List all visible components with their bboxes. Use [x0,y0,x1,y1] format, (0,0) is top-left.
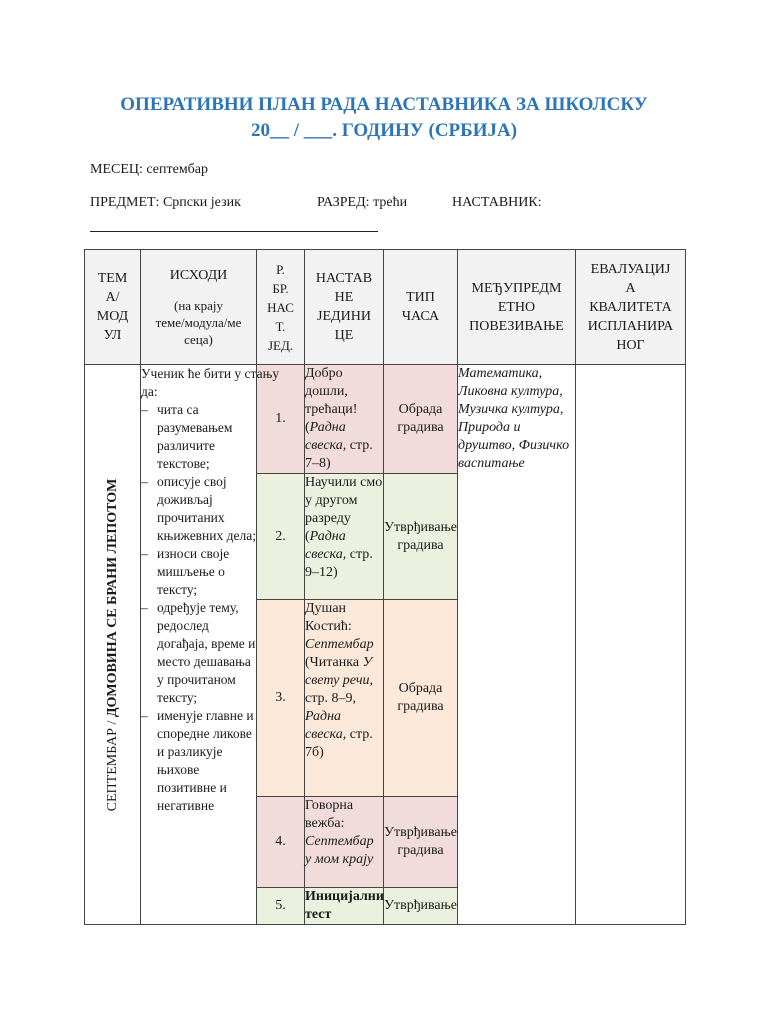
tema-title: ДОМОВИНА СЕ БРАНИ ЛЕПОТОМ [104,478,120,717]
month-line [90,162,208,178]
header-line: ТИП [406,290,435,305]
header-povezivanje [458,250,576,365]
lesson-row [85,365,686,474]
lesson-number: 1. [257,365,305,474]
header-line: ЕВАЛУАЦИЈ [590,261,671,277]
lesson-title-part: Септембар у мом крају [305,834,374,867]
lesson-title-part: Иницијални тест [305,889,384,922]
header-line: НАС [267,299,294,315]
header-line: ЈЕД. [267,337,294,353]
header-tema [85,250,141,365]
ishod-item: – описује свој доживљај прочитаних књижевних дела; [141,473,256,545]
header-line: Т. [275,318,286,334]
povezivanje-cell: Математика, Ликовна култура, Музичка култура, Природа и друштво, Физичко васпитање [458,365,576,925]
header-line: А [625,280,636,296]
tema-label [105,478,121,811]
lesson-title-part: Радна свеска, [305,529,347,562]
lesson-title [305,365,384,474]
lesson-title-part: Радна свеска, [305,420,347,453]
header-ishodi-sub-1: (на крају [173,298,223,313]
lesson-number: 4. [257,797,305,888]
ishodi-cell [141,365,280,925]
lesson-type: Утврђивање [384,888,458,925]
evaluacija-cell [576,365,686,925]
lesson-type: Обрада градива [384,600,458,797]
lesson-title-part: стр. 8–9, [305,691,357,706]
subject-value: Српски језик [162,195,241,210]
lesson-title [305,888,384,925]
header-redni-broj [257,250,305,365]
lesson-title-part: Научили смо у другом разреду ( [305,475,383,544]
ishod-item: – чита са разумевањем различите текстове; [141,401,256,473]
document-title [60,92,708,144]
lesson-title [305,474,384,600]
ishod-item: – износи своје мишљење о тексту; [141,545,256,599]
header-line: ЕТНО [497,299,536,315]
lesson-title-part: Радна свеска, [305,709,347,742]
header-ishodi-sub-3: сеца) [184,332,213,347]
tema-month: СЕПТЕМБАР / [104,716,120,811]
header-evaluacija [576,250,686,365]
month-label: МЕСЕЦ: [90,162,143,177]
header-line: ИСПЛАНИРА [587,318,674,334]
teacher-signature-line [90,231,378,232]
lesson-title-part: Душан Костић: [305,601,352,634]
lesson-number: 5. [257,888,305,925]
header-line: ЦЕ [334,328,354,343]
grade-value: трећи [373,195,408,210]
header-ishodi-title: ИСХОДИ [169,268,228,283]
lesson-title [305,797,384,888]
lesson-title-part: У свету речи, [305,655,374,688]
lesson-number: 2. [257,474,305,600]
grade-label: РАЗРЕД: [317,195,370,210]
header-nastavne-jedinice [305,250,384,365]
header-line: ПОВЕЗИВАЊЕ [469,318,564,334]
header-line: УЛ [103,328,122,343]
ishodi-intro-2: да: [141,384,158,399]
ishod-item: – одређује тему, редослед догађаја, време и место дешавања у прочитаном тексту; [141,599,256,707]
header-line: Р. [276,261,285,277]
lesson-title-part: стр. 9–12) [305,547,373,580]
lesson-title [305,600,384,797]
lesson-type: Обрада градива [384,365,458,474]
lesson-type: Утврђивање градива [384,797,458,888]
header-line: ТЕМ [97,271,128,286]
plan-table [84,249,686,925]
header-line: КВАЛИТЕТА [589,299,672,315]
header-line: А/ [105,290,120,305]
month-value: септембар [146,162,209,177]
title-line-2: 20__ / ___. ГОДИНУ (СРБИЈА) [250,120,518,141]
header-line: ЈЕДИНИ [317,309,371,324]
header-line: ЧАСА [401,309,440,324]
tema-cell [85,365,141,925]
lesson-type: Утврђивање градива [384,474,458,600]
teacher-label: НАСТАВНИК: [452,195,542,210]
header-tip-casa [384,250,458,365]
title-line-1: ОПЕРАТИВНИ ПЛАН РАДА НАСТАВНИКА ЗА ШКОЛСКУ [120,94,648,115]
subject-line [90,195,241,211]
header-ishodi [141,250,257,365]
ishodi-intro: Ученик ће бити у стању [141,366,280,381]
header-line: НОГ [616,337,645,353]
teacher-line [452,195,542,211]
lesson-title-part: стр. 7б) [305,727,373,760]
header-ishodi-sub-2: теме/модула/ме [155,315,242,330]
lesson-title-part: стр. 7–8) [305,438,373,471]
header-line: МЕЂУПРЕДМ [471,280,562,296]
ishod-item: – именује главне и споредне ликове и разликује њихове позитивне и негативне [141,707,256,815]
header-line: БР. [272,280,289,296]
header-line: НЕ [334,290,354,305]
subject-label: ПРЕДМЕТ: [90,195,160,210]
header-line: МОД [96,309,129,324]
grade-line [317,195,407,211]
header-line: НАСТАВ [315,271,373,286]
lesson-title-part: Говорна вежба: [305,798,354,831]
lesson-title-part: Септембар [305,637,374,652]
lesson-title-part: (Читанка [305,655,363,670]
lesson-title-part: Добро дошли, трећаци! ( [305,366,358,435]
lesson-number: 3. [257,600,305,797]
